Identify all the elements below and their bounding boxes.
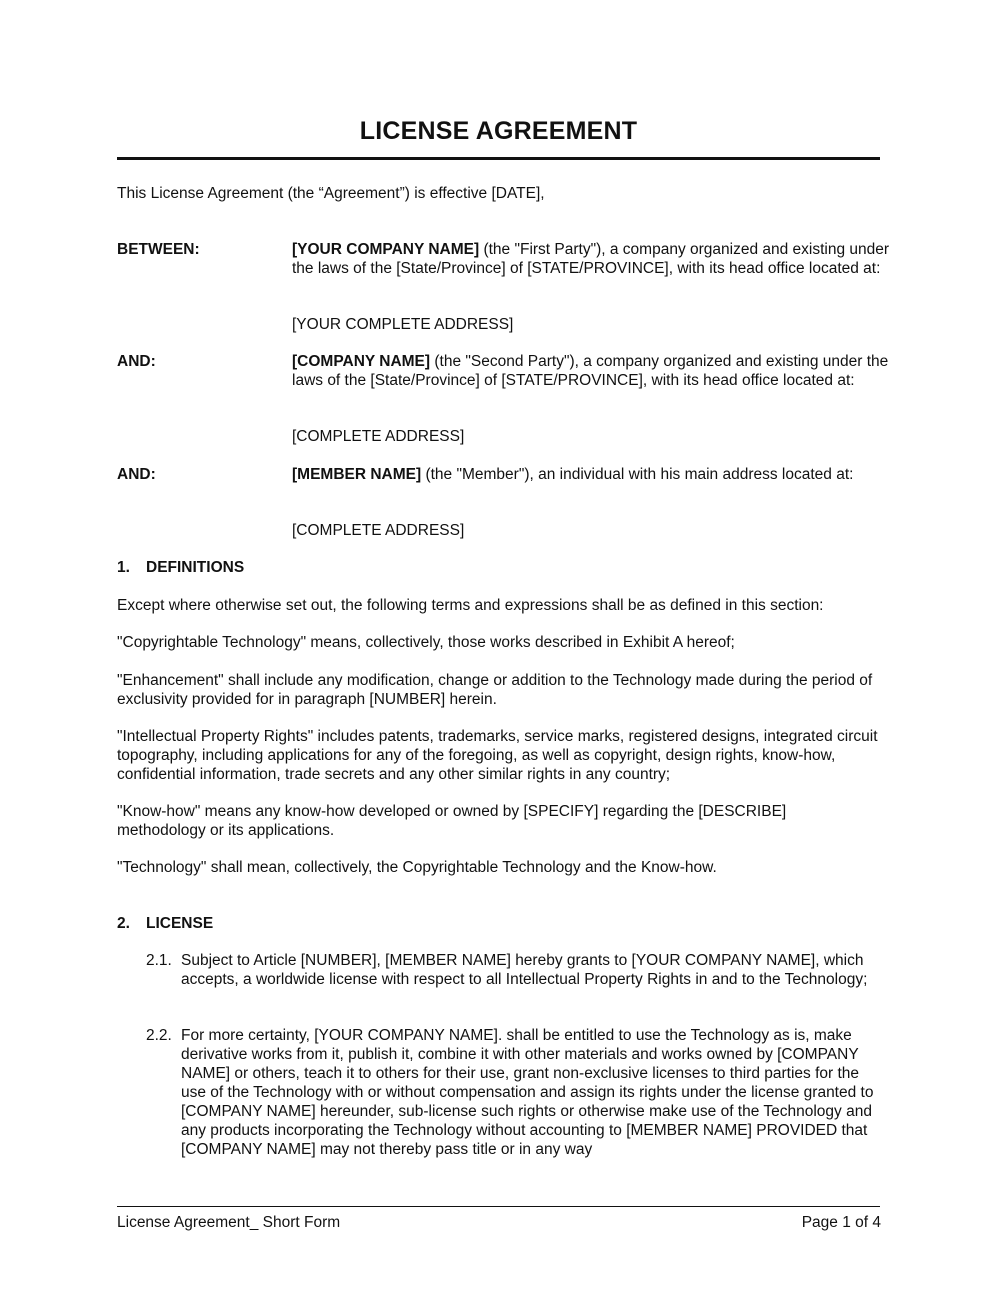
party-member-text: (the "Member"), an individual with his main address located at:	[421, 466, 854, 483]
definitions-paragraph: Except where otherwise set out, the following terms and expressions shall be as defined in this section:	[117, 597, 824, 614]
footer-divider	[117, 1206, 880, 1207]
clause-text-2-2: For more certainty, [YOUR COMPANY NAME]. shall be entitled to use the Technology as is, make derivative works from it, publish it, combine it with other materials and works owned by [COMPANY NAME] or others, teach it to others for their use, grant non-exclusive licenses to third parties for the use of the Technology with or without compensation and assign its rights under the license granted to [COMPANY NAME] hereunder, sub-license such rights or otherwise make use of the Technology and any products incorporating the Technology without accounting to [MEMBER NAME] PROVIDED that [COMPANY NAME] may not thereby pass title or in any way	[181, 1027, 874, 1158]
party-member-address: [COMPLETE ADDRESS]	[292, 522, 465, 539]
section-number: 1.	[117, 559, 130, 576]
definition-technology: "Technology" shall mean, collectively, the Copyrightable Technology and the Know-how.	[117, 859, 717, 876]
party-first-address: [YOUR COMPLETE ADDRESS]	[292, 316, 514, 333]
party-first-name: [YOUR COMPANY NAME]	[292, 241, 480, 258]
document-title: LICENSE AGREEMENT	[359, 117, 638, 145]
definition-copyrightable-technology: "Copyrightable Technology" means, collectively, those works described in Exhibit A hereof;	[117, 634, 735, 651]
definition-intellectual-property-rights: "Intellectual Property Rights" includes patents, trademarks, service marks, registered designs, integrated circuit topography, including applications for any of the foregoing, as well as copyright, design rights, know-how, confidential information, trade secrets and any other similar rights in any country;	[117, 728, 878, 783]
party-member-name: [MEMBER NAME]	[292, 466, 422, 483]
section-title: LICENSE	[146, 915, 214, 932]
definition-know-how: "Know-how" means any know-how developed or owned by [SPECIFY] regarding the [DESCRIBE] methodology or its applications.	[117, 803, 787, 839]
section-number: 2.	[117, 915, 130, 932]
party-label-and-second: AND:	[117, 353, 156, 370]
party-second-name: [COMPANY NAME]	[292, 353, 431, 370]
clause-number-2-2: 2.2.	[146, 1027, 172, 1044]
party-second-description	[292, 352, 892, 390]
definition-enhancement: "Enhancement" shall include any modification, change or addition to the Technology made during the period of exclusivity provided for in paragraph [NUMBER] herein.	[117, 672, 873, 708]
title-divider	[117, 157, 880, 160]
footer-document-name: License Agreement_ Short Form	[117, 1214, 341, 1231]
section-heading-license	[117, 914, 213, 933]
party-label-between: BETWEEN:	[117, 241, 200, 258]
clause-text-2-1: Subject to Article [NUMBER], [MEMBER NAME] hereby grants to [YOUR COMPANY NAME], which accepts, a worldwide license with respect to all Intellectual Property Rights in and to the Technology;	[181, 952, 868, 988]
party-second-text: (the "Second Party"), a company organized and existing under the laws of the [State/Province] of [STATE/PROVINCE], with its head office located at:	[292, 353, 889, 389]
party-first-text: (the "First Party"), a company organized and existing under the laws of the [State/Province] of [STATE/PROVINCE], with its head office located at:	[292, 241, 890, 277]
party-label-and-member: AND:	[117, 466, 156, 483]
section-heading-definitions	[117, 558, 244, 577]
footer-page-number: Page 1 of 4	[801, 1214, 881, 1231]
intro-paragraph: This License Agreement (the “Agreement”) is effective [DATE],	[117, 185, 545, 202]
party-first-description	[292, 240, 892, 278]
section-title: DEFINITIONS	[146, 559, 245, 576]
party-second-address: [COMPLETE ADDRESS]	[292, 428, 465, 445]
party-member-description	[292, 465, 892, 484]
clause-number-2-1: 2.1.	[146, 952, 172, 969]
